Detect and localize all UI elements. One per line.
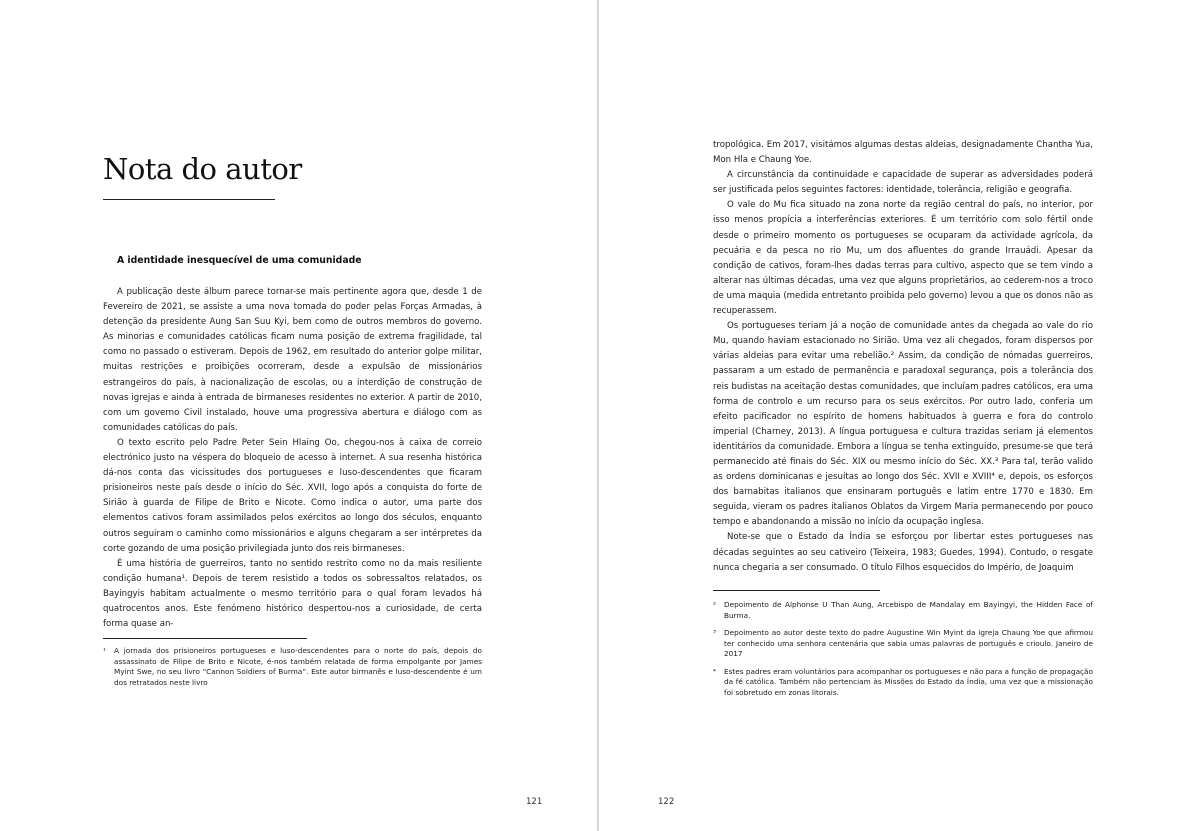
footnote-divider [713, 590, 880, 591]
page-number: 122 [658, 797, 675, 807]
title-underline [103, 199, 275, 200]
paragraph: É uma história de guerreiros, tanto no sentido restrito como no da mais resiliente condição humana¹. Depois de terem resistido a todos os sobressaltos relatados, os Bayingyis habitam actualmente o mesmo território para o qual foram levados há quatrocentos anos. Este fenómeno histórico despertou-nos a curiosidade, de certa forma quase an- [103, 558, 482, 630]
footnote-text: Estes padres eram voluntários para acompanhar os portugueses e não para a função de propagação da fé católica. Também não pertenciam às Missões do Estado da Índia, uma vez que a missionação foi sobretudo em zonas litorais. [724, 666, 1093, 697]
paragraph: A publicação deste álbum parece tornar-se mais pertinente agora que, desde 1 de Fevereiro de 2021, se assiste a uma nova tomada do poder pelas Forças Armadas, à detenção da presidente Aung San Suu Kyi, bem como de outros membros do governo. As minorias e comunidades católicas ficam numa posição de extrema fragilidade, tal como no passado o estiveram. Depois de 1962, em resultado do anterior golpe militar, muitas restrições e proibições ocorreram, desde a expulsão de missionários estrangeiros do país, à nacionalização de escolas, ou a interdição de construção de novas igrejas e ainda à entrada de birmaneses residentes no exterior. A partir de 2010, com um governo Civil instalado, houve uma progressiva abertura e diálogo com as comunidades católicas do país. [103, 287, 482, 433]
right-body-text [713, 138, 1093, 576]
footnote-number: ³ [713, 628, 716, 637]
left-footnotes [103, 646, 482, 695]
paragraph: A circunstância da continuidade e capacidade de superar as adversidades poderá ser justificada pelos seguintes factores: identidade, tolerância, religião e geografia. [713, 170, 1093, 196]
paragraph: O texto escrito pelo Padre Peter Sein Hlaing Oo, chegou-nos à caixa de correio electrónico justo na véspera do bloqueio de acesso à internet. A sua resenha histórica dá-nos conta das vicissitudes dos portugueses e luso-descendentes que ficaram prisioneiros neste país desde o início do Séc. XVII, logo após a conquista do forte de Sirião à guarda de Filipe de Brito e Nicote. Como indica o autor, uma parte dos elementos cativos foram assimilados pelos exércitos ao longo dos séculos, enquanto outros seguiram o caminho como missionários e alguns chegaram a ser intérpretes da corte gozando de uma posição privilegiada junto dos reis birmaneses. [103, 437, 482, 554]
footnote-number: ⁴ [713, 666, 716, 676]
left-page [0, 0, 597, 831]
footnote [103, 646, 482, 688]
footnote-text: Depoimento de Alphonse U Than Aung, Arcebispo de Mandalay em Bayingyi, the Hidden Face of Burma. [724, 600, 1093, 620]
footnote-number: ² [713, 600, 716, 609]
footnote-divider [103, 638, 307, 639]
paragraph: tropológica. Em 2017, visitámos algumas destas aldeias, designadamente Chantha Yua, Mon Hla e Chaung Yoe. [713, 140, 1093, 166]
footnote [713, 628, 1093, 660]
paragraph: Note-se que o Estado da Índia se esforçou por libertar estes portugueses nas décadas seguintes ao seu cativeiro (Teixeira, 1983; Guedes, 1994). Contudo, o resgate nunca chegaria a ser consumado. O título Filhos esquecidos do Império, de Joaquim [713, 532, 1093, 573]
section-subtitle: A identidade inesquecível de uma comunidade [117, 255, 362, 266]
page-number: 121 [526, 797, 543, 807]
chapter-title: Nota do autor [103, 152, 302, 186]
paragraph: O vale do Mu fica situado na zona norte da região central do país, no interior, por isso menos propícia a interferências exteriores. É um território com solo fértil onde desde o primeiro momento os portugueses se ocuparam da actividade agrícola, da pecuária e da pesca no rio Mu, um dos afluentes do grande Irrauádi. Apesar da condição de cativos, foram-lhes dadas terras para cultivo, aspecto que se tem vindo a alterar nas últimas décadas, uma vez que alguns proprietários, ao cederem-nos a troco de uma maquia (medida entretanto proibida pelo governo) levou a que os donos não as recuperassem. [713, 200, 1093, 317]
footnote-number: ¹ [103, 646, 106, 655]
paragraph: Os portugueses teriam já a noção de comunidade antes da chegada ao vale do rio Mu, quando haviam estacionado no Sirião. Uma vez ali chegados, foram dispersos por várias aldeias para evitar uma rebelião.² Assim, da condição de nómadas guerreiros, passaram a um estado de permanência e paradoxal segurança, pois a tolerância dos reis budistas na aceitação destas comunidades, que incluíam padres católicos, era uma forma de controlo e um recurso para os seus exércitos. Por outro lado, conferia um efeito pacificador no espírito de homens habituados à guerra e fora do controlo imperial (Charney, 2013). A língua portuguesa e cultura trazidas seriam já elementos identitários da comunidade. Embora a língua se tenha extinguido, presume-se que terá permanecido até finais do Séc. XIX ou mesmo início do Séc. XX.³ Para tal, terão valido as ordens dominicanas e jesuítas ao longo dos Séc. XVII e XVIII⁴ e, depois, os esforços dos barnabitas italianos que ensinaram português e latim entre 1770 e 1830. Em seguida, vieram os padres italianos Oblatos da Virgem Maria permanecendo por pouco tempo e abandonando a missão no início da ocupação inglesa. [713, 321, 1093, 528]
left-body-text [103, 285, 482, 632]
footnote-text: Depoimento ao autor deste texto do padre Augustine Win Myint da igreja Chaung Yoe que afirmou ter conhecido uma senhora centenária que sabia umas palavras de português e crioulo. Janeiro de 2017 [724, 628, 1093, 658]
footnote [713, 667, 1093, 699]
footnote-text: A jornada dos prisioneiros portugueses e luso-descendentes para o norte do país, depois do assassinato de Filipe de Brito e Nicote, é-nos também relatada de forma empolgante por James Myint Swe, no seu livro “Cannon Soldiers of Burma”. Este autor birmanês e luso-descendente é um dos retratados neste livro [114, 646, 482, 687]
right-footnotes [713, 600, 1093, 705]
footnote [713, 600, 1093, 621]
